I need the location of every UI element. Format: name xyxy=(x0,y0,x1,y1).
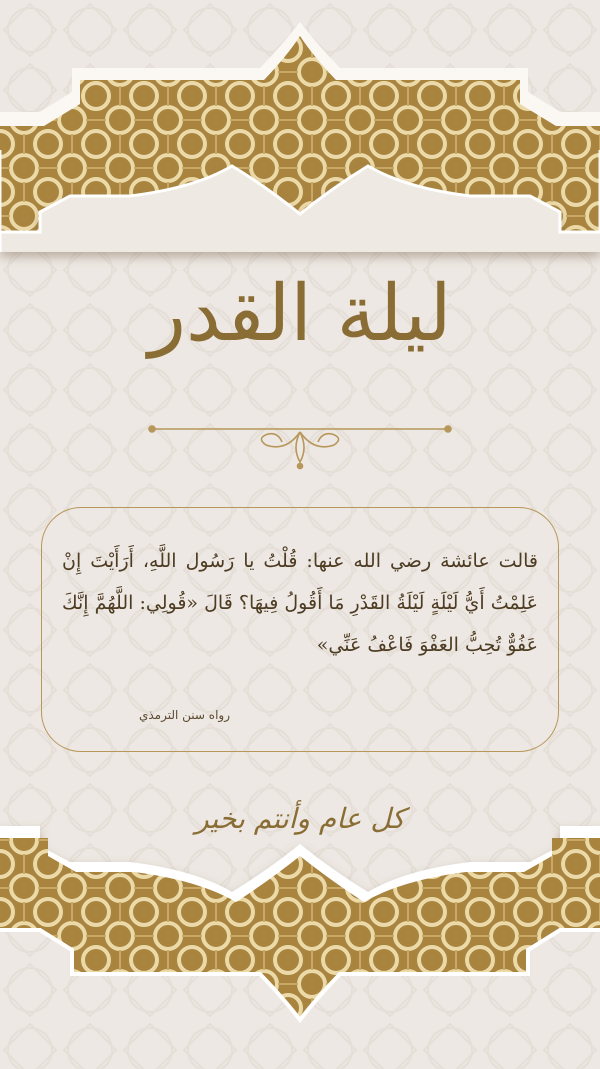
page-title: ليلة القدر xyxy=(148,269,452,359)
hadith-text: قالت عائشة رضي الله عنها: قُلْتُ يا رَسُول اللَّهِ، أَرَأَيْتَ إِنْ عَلِمْتُ أَيُّ لَيْلَةٍ لَيْلَةُ القَدْرِ مَا أَقُولُ فِيهَا؟ قَالَ «قُولِي: اللَّهُمَّ إِنَّكَ عَفُوٌّ تُحِبُّ العَفْوَ فَاعْفُ عَنِّي» xyxy=(62,550,538,656)
arabesque-pattern-bottom xyxy=(0,826,600,1069)
hadith-source: رواه سنن الترمذي xyxy=(138,708,230,722)
greeting-text: كل عام وأنتم بخير xyxy=(195,802,405,835)
